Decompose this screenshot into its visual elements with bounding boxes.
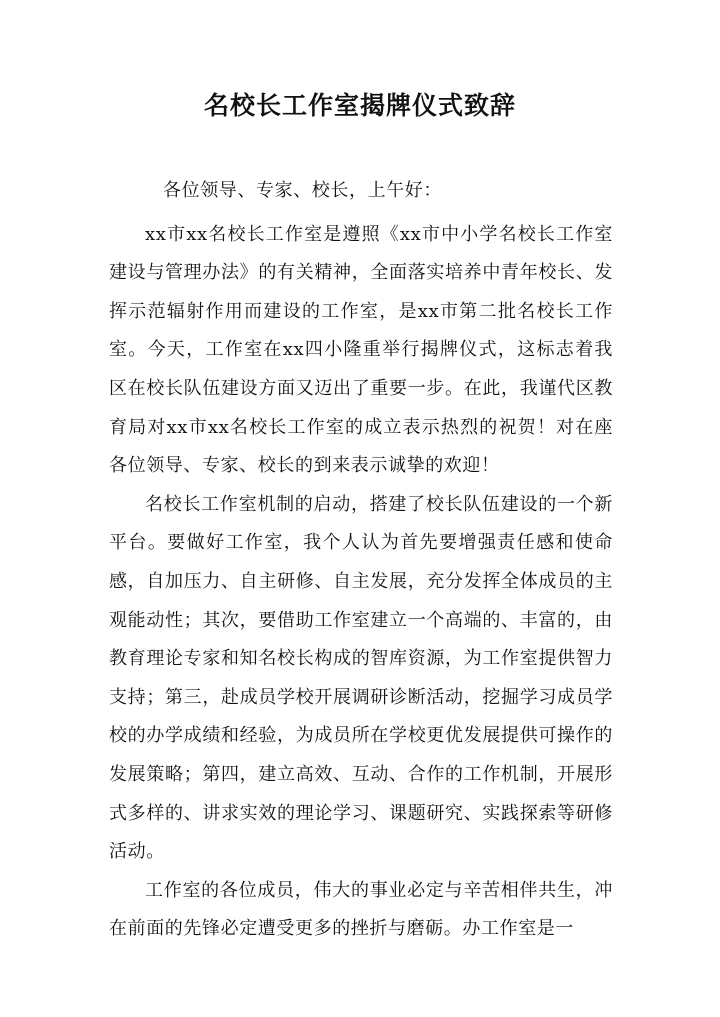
document-body bbox=[109, 172, 613, 949]
paragraph-1: xx市xx名校长工作室是遵照《xx市中小学名校长工作室建设与管理办法》的有关精神，全面落实培养中青年校长、发挥示范辐射作用而建设的工作室，是xx市第二批名校长工作室。今天，工作室在xx四小隆重举行揭牌仪式，这标志着我区在校长队伍建设方面又迈出了重要一步。在此，我谨代区教育局对xx市xx名校长工作室的成立表示热烈的祝贺！对在座各位领导、专家、校长的到来表示诚挚的欢迎！ bbox=[109, 223, 613, 477]
paragraph-2: 名校长工作室机制的启动，搭建了校长队伍建设的一个新平台。要做好工作室，我个人认为首先要增强责任感和使命感，自加压力、自主研修、自主发展，充分发挥全体成员的主观能动性；其次，要借助工作室建立一个高端的、丰富的，由教育理论专家和知名校长构成的智库资源，为工作室提供智力支持；第三，赴成员学校开展调研诊断活动，挖掘学习成员学校的办学成绩和经验，为成员所在学校更优发展提供可操作的发展策略；第四，建立高效、互动、合作的工作机制，开展形式多样的、讲求实效的理论学习、课题研究、实践探索等研修活动。 bbox=[109, 493, 613, 863]
salutation: 各位领导、专家、校长，上午好： bbox=[163, 180, 442, 201]
document-title: 名校长工作室揭牌仪式致辞 bbox=[203, 91, 516, 120]
paragraph-3: 工作室的各位成员，伟大的事业必定与辛苦相伴共生，冲在前面的先锋必定遭受更多的挫折与磨砺。办工作室是一 bbox=[109, 879, 613, 940]
